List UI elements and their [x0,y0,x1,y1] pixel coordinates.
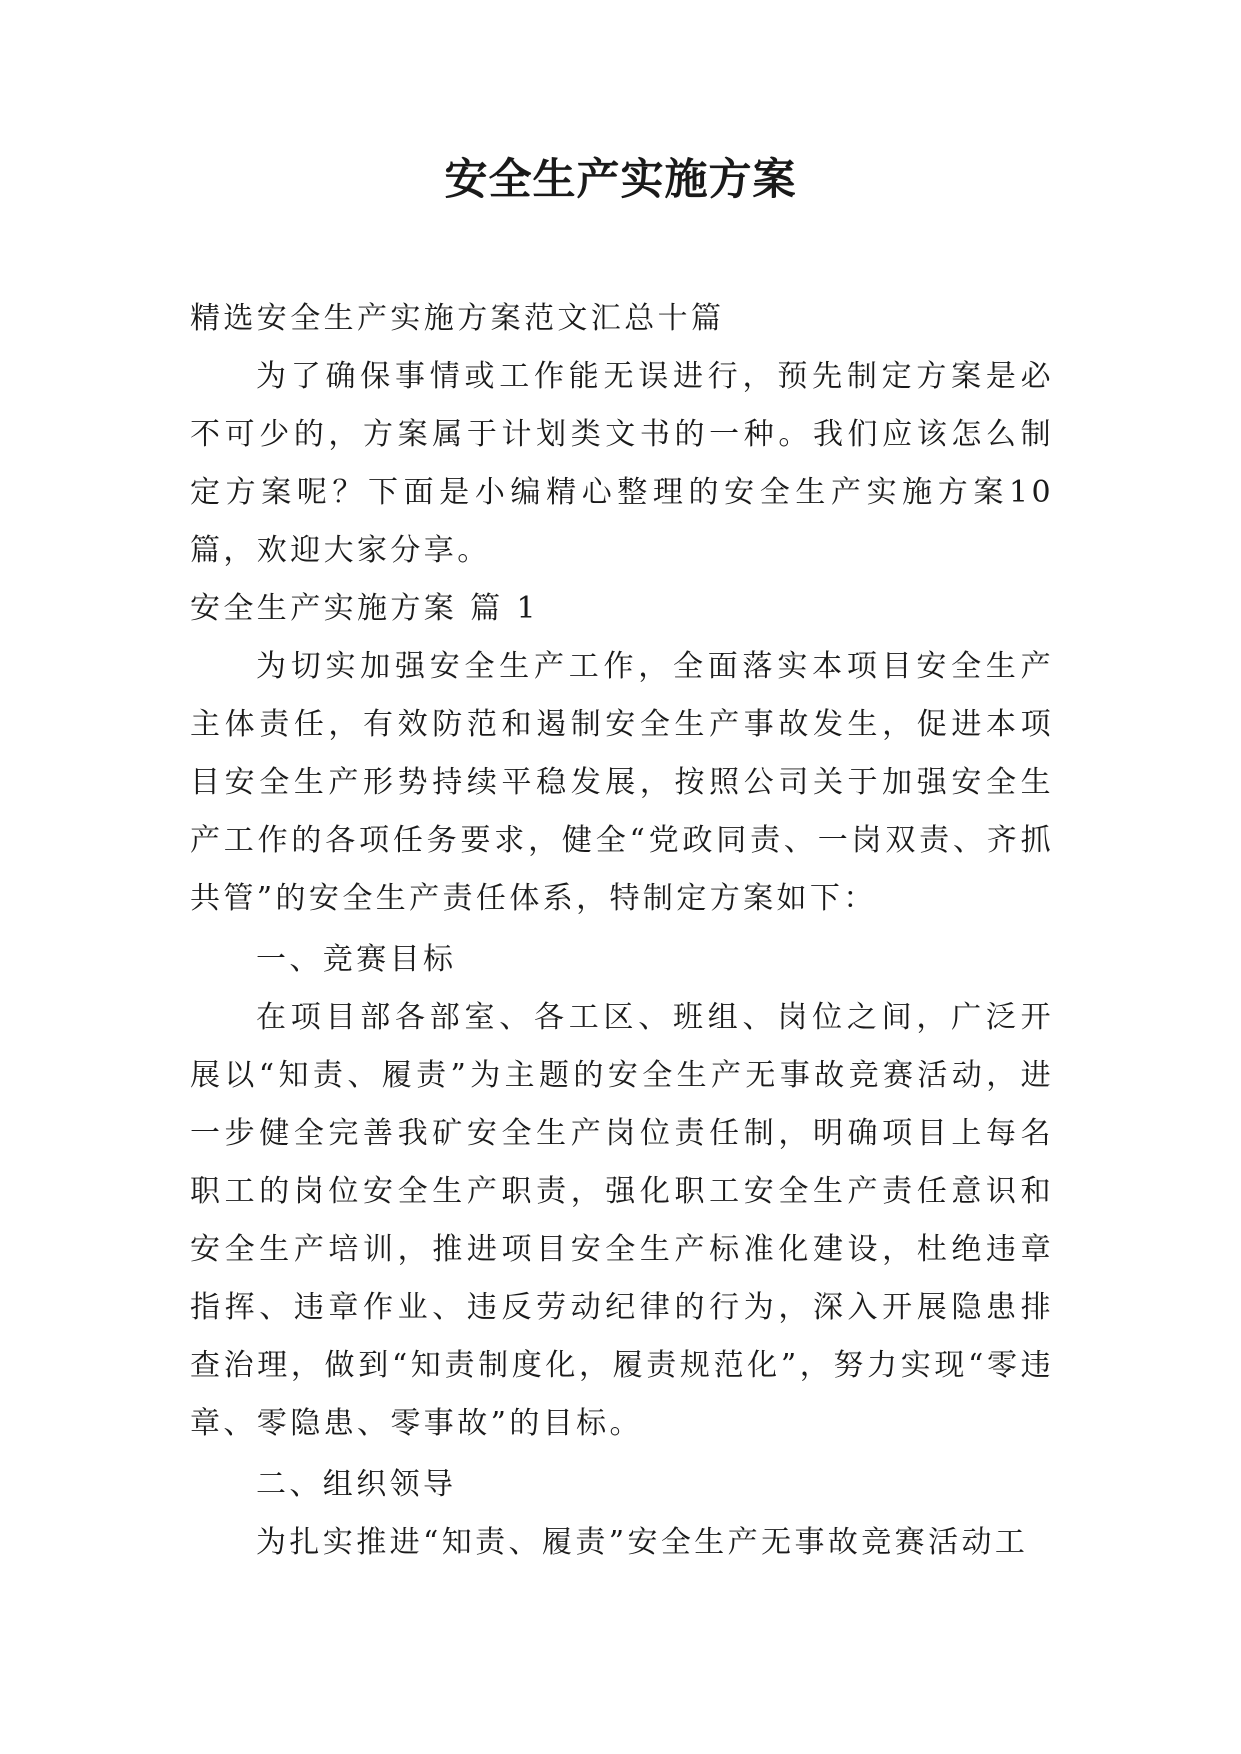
heading-organization: 二、组织领导 [256,1467,457,1502]
document-subtitle: 精选安全生产实施方案范文汇总十篇 [190,301,725,336]
paragraph-1: 为切实加强安全生产工作，全面落实本项目安全生产主体责任，有效防范和遏制安全生产事故发生，促进本项目安全生产形势持续平稳发展，按照公司关于加强安全生产工作的各项任务要求，健全“党政同责、一岗双责、齐抓共管”的安全生产责任体系，特制定方案如下： [190,649,1054,916]
document-body [190,290,1054,1572]
paragraph-2: 在项目部各部室、各工区、班组、岗位之间，广泛开展以“知责、履责”为主题的安全生产无事故竞赛活动，进一步健全完善我矿安全生产岗位责任制，明确项目上每名职工的岗位安全生产职责，强化职工安全生产责任意识和安全生产培训，推进项目安全生产标准化建设，杜绝违章指挥、违章作业、违反劳动纪律的行为，深入开展隐患排查治理，做到“知责制度化，履责规范化”，努力实现“零违章、零隐患、零事故”的目标。 [190,1000,1054,1441]
intro-paragraph: 为了确保事情或工作能无误进行，预先制定方案是必不可少的，方案属于计划类文书的一种。我们应该怎么制定方案呢？下面是小编精心整理的安全生产实施方案10篇，欢迎大家分享。 [190,359,1054,568]
section-title: 安全生产实施方案 篇 1 [190,591,539,626]
paragraph-3: 为扎实推进“知责、履责”安全生产无事故竞赛活动工 [256,1525,1029,1560]
heading-competition-goal: 一、竞赛目标 [256,942,457,977]
document-title: 安全生产实施方案 [444,155,797,205]
